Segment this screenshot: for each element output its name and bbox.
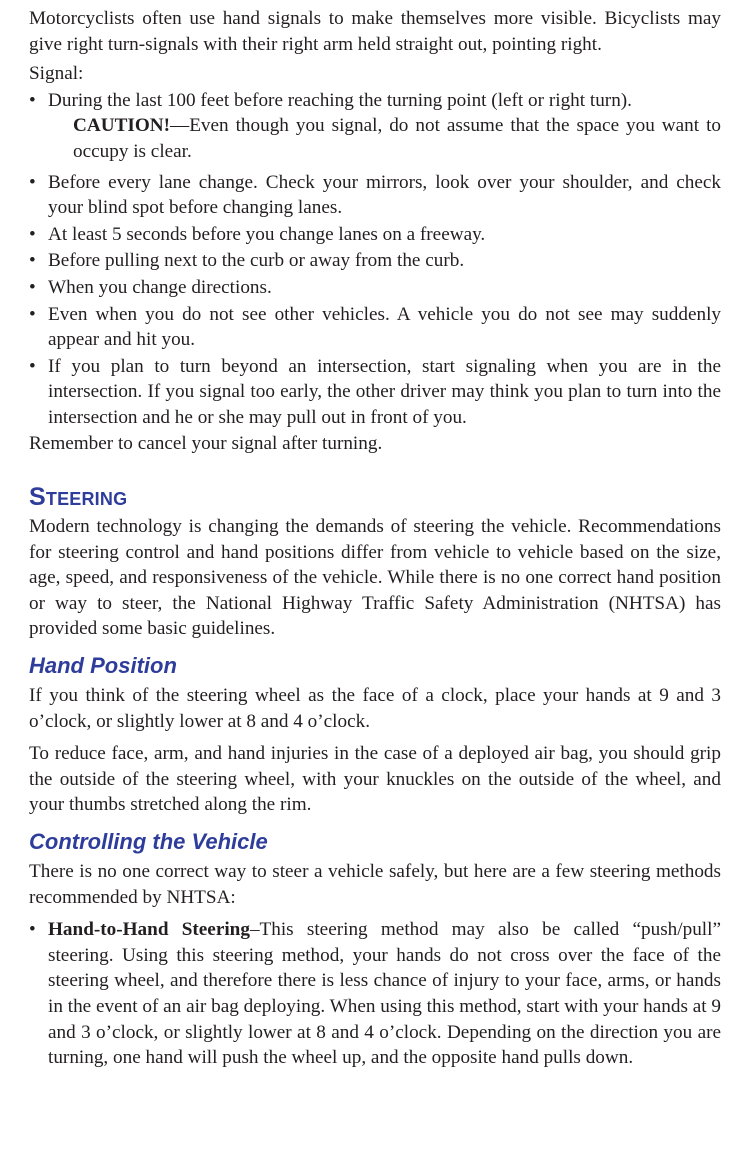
subheading-controlling-vehicle: Controlling the Vehicle (29, 829, 268, 855)
signal-list (29, 88, 721, 431)
reminder-text: Remember to cancel your signal after turning. (29, 432, 383, 454)
list-item (29, 88, 721, 165)
section-heading-steering: Steering (29, 483, 128, 512)
list-item: • Before pulling next to the curb or away from the curb. (29, 248, 721, 274)
controlling-paragraph: There is no one correct way to steer a vehicle safely, but here are a few steering methods recommended by NHTSA: (29, 861, 721, 908)
air-bag-paragraph: To reduce face, arm, and hand injuries in the case of a deployed air bag, you should grip the outside of the steering wheel, with your knuckles on the outside of the wheel, and your thumbs stretched along the rim. (29, 743, 721, 816)
list-item: • If you plan to turn beyond an intersection, start signaling when you are in the intersection. If you signal too early, the other driver may think you plan to turn into the intersection and he or she may pull out in front of you. (29, 354, 721, 431)
list-item-text: During the last 100 feet before reaching the turning point (left or right turn). (48, 89, 632, 111)
caution-label: CAUTION! (73, 115, 171, 137)
intro-paragraph: Motorcyclists often use hand signals to make themselves more visible. Bicyclists may give right turn-signals with their right arm held straight out, pointing right. (29, 8, 721, 55)
list-item: • Before every lane change. Check your mirrors, look over your shoulder, and check your blind spot before changing lanes. (29, 170, 721, 221)
steering-paragraph: Modern technology is changing the demands of steering the vehicle. Recommendations for steering control and hand positions differ from vehicle to vehicle based on the size, age, speed, and responsiveness of the vehicle. While there is no one correct hand position or way to steer, the National Highway Traffic Safety Administration (NHTSA) has provided some basic guidelines. (29, 516, 721, 640)
signal-label: Signal: (29, 63, 84, 85)
document-page (29, 6, 721, 1071)
list-item (29, 917, 721, 1071)
steering-methods-list (29, 917, 721, 1071)
method-term: Hand-to-Hand Steering (48, 919, 250, 941)
caution-note (48, 113, 721, 164)
list-item: • Even when you do not see other vehicles. A vehicle you do not see may suddenly appear and hit you. (29, 302, 721, 353)
list-item: • At least 5 seconds before you change lanes on a freeway. (29, 222, 721, 248)
caution-text: —Even though you signal, do not assume that the space you want to occupy is clear. (73, 115, 721, 162)
list-item: • When you change directions. (29, 275, 721, 301)
subheading-hand-position: Hand Position (29, 653, 177, 679)
method-description: –This steering method may also be called “push/pull” steering. Using this steering method, your hands do not cross over the face of the steering wheel, and therefore there is less chance of injury to your face, arms, or hands in the event of an air bag deploying. When using this method, start with your hands at 9 and 3 o’clock, or slightly lower at 8 and 4 o’clock. Depending on the direction you are turning, one hand will push the wheel up, and the opposite hand pulls down. (48, 919, 721, 1069)
hand-position-paragraph: If you think of the steering wheel as the face of a clock, place your hands at 9 and 3 o’clock, or slightly lower at 8 and 4 o’clock. (29, 685, 721, 732)
